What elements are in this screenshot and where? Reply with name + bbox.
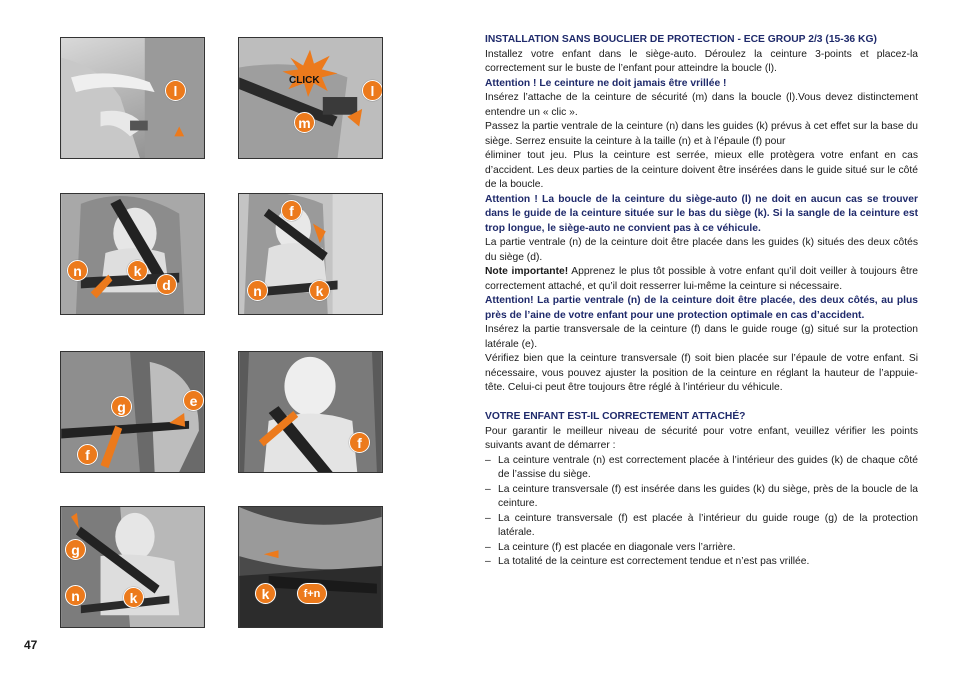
- photo-illustration: [239, 507, 382, 627]
- warning-text: Attention! La partie ventrale (n) de la ceinture doit être placée, des deux côtés, au plus près de l’aine de votre enfant pour une protection optimale en cas d’accident.: [485, 295, 918, 321]
- section-heading-installation: INSTALLATION SANS BOUCLIER DE PROTECTION - ECE GROUP 2/3 (15-36 KG): [485, 34, 877, 45]
- callout-label: d: [156, 274, 177, 295]
- callout-label: k: [127, 260, 148, 281]
- photo-red-guide: [60, 351, 205, 473]
- callout-label: k: [309, 280, 330, 301]
- photo-full-harness-check: [60, 506, 205, 628]
- checklist-item: – La ceinture (f) est placée en diagonale vers l’arrière.: [485, 541, 918, 556]
- callout-label: m: [294, 112, 315, 133]
- callout-label: l: [362, 80, 383, 101]
- photo-illustration: [61, 507, 204, 627]
- photo-buckle-placement: [60, 37, 205, 159]
- instruction-text-column: [485, 33, 918, 570]
- callout-label: f: [77, 444, 98, 465]
- checklist-item: – La ceinture transversale (f) est insérée dans les guides (k) du siège, près de la boucle de la ceinture.: [485, 483, 918, 512]
- paragraph: Vérifiez bien que la ceinture transversale (f) soit bien placée sur l’épaule de votre enfant. Si nécessaire, vous pouvez ajuster la position de la ceinture en réglant la hauteur de l’appuie-tête. Celui-ci peut être toujours être réglé à l’intérieur du véhicule.: [485, 353, 918, 393]
- paragraph: Insérez l’attache de la ceinture de sécurité (m) dans la boucle (l).Vous devez distinctement entendre un « clic ».: [485, 92, 918, 118]
- callout-label: e: [183, 390, 204, 411]
- paragraph: Installez votre enfant dans le siège-auto. Déroulez la ceinture 3-points et placez-la correctement sur le buste de l’enfant pour atteindre la boucle (l).: [485, 48, 918, 74]
- section-heading-check: VOTRE ENFANT EST-IL CORRECTEMENT ATTACHÉ?: [485, 411, 746, 422]
- callout-label: f: [281, 200, 302, 221]
- photo-illustration: [239, 38, 382, 158]
- paragraph: La partie ventrale (n) de la ceinture doit être placée dans les guides (k) situés des deux côtés du siège (d).: [485, 237, 918, 263]
- checklist-item: – La ceinture ventrale (n) est correctement placée à l’intérieur des guides (k) de chaque côté de l’assise du siège.: [485, 454, 918, 483]
- callout-label: n: [247, 280, 268, 301]
- photo-buckle-click: [238, 37, 383, 159]
- callout-label: k: [255, 583, 276, 604]
- note-paragraph: [485, 265, 918, 294]
- photo-lap-belt-guides: [60, 193, 205, 315]
- checklist-item: – La totalité de la ceinture est correctement tendue et n’est pas vrillée.: [485, 555, 918, 570]
- spacer: [485, 396, 918, 411]
- callout-label: f: [349, 432, 370, 453]
- photo-illustration: [61, 194, 204, 314]
- note-label: Note importante!: [485, 266, 569, 277]
- checklist-item: – La ceinture transversale (f) est placée à l’intérieur du guide rouge (g) de la protection latérale.: [485, 512, 918, 541]
- warning-text: Attention ! Le ceinture ne doit jamais être vrillée !: [485, 77, 727, 89]
- page-number: 47: [24, 638, 38, 652]
- callout-label: g: [111, 396, 132, 417]
- click-burst-label: CLICK: [289, 75, 320, 86]
- callout-label: f+n: [297, 583, 327, 604]
- callout-label: k: [123, 587, 144, 608]
- paragraph: Pour garantir le meilleur niveau de sécurité pour votre enfant, veuillez vérifier les points suivants avant de démarrer :: [485, 425, 918, 451]
- callout-label: g: [65, 539, 86, 560]
- note-text: Apprenez le plus tôt possible à votre enfant qu’il doit veiller à toujours être correctement attaché, et qu’il doit resserrer lui-même la ceinture si nécessaire.: [485, 266, 918, 292]
- checklist: [485, 454, 918, 570]
- paragraph: Passez la partie ventrale de la ceinture (n) dans les guides (k) prévus à cet effet sur la base du siège. Serrez ensuite la ceinture à la taille (n) et à l’épaule (f) pour: [485, 121, 918, 147]
- photo-illustration: [239, 352, 382, 472]
- paragraph: éliminer tout jeu. Plus la ceinture est serrée, mieux elle protègera votre enfant en cas d’accident. Les deux parties de la ceinture doivent être insérées dans le guide situé sur le côté de la boucle.: [485, 150, 918, 190]
- photo-diagonal-belt: [238, 351, 383, 473]
- paragraph: Insérez la partie transversale de la ceinture (f) dans le guide rouge (g) situé sur la protection latérale (e).: [485, 324, 918, 350]
- photo-belt-guide-closeup: [238, 506, 383, 628]
- callout-label: n: [67, 260, 88, 281]
- photo-shoulder-belt: [238, 193, 383, 315]
- callout-label: l: [165, 80, 186, 101]
- warning-text: Attention ! La boucle de la ceinture du siège-auto (l) ne doit en aucun cas se trouver dans le guide de la ceinture située sur le bas du siège (k). Si la sangle de la ceinture est trop longue, le siège-auto ne convient pas à ce véhicule.: [485, 193, 918, 234]
- callout-label: n: [65, 585, 86, 606]
